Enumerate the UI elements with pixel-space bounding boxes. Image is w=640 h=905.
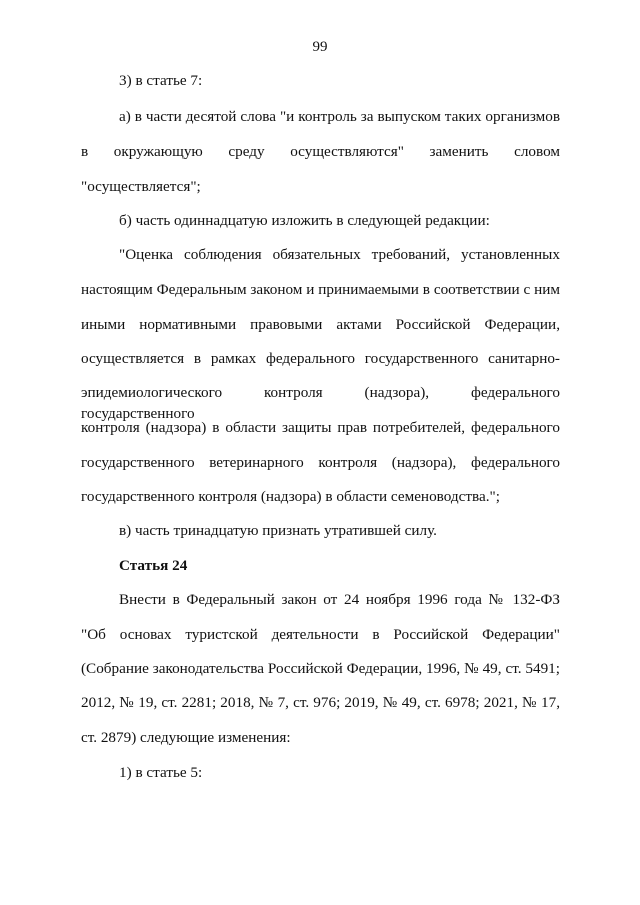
quote-line: настоящим Федеральным законом и принимаемыми в соответствии с ним xyxy=(81,281,560,298)
quote-line: государственного контроля (надзора) в области семеноводства."; xyxy=(81,488,500,505)
quote-line: эпидемиологического контроля (надзора), федерального государственного xyxy=(81,384,560,422)
page-number: 99 xyxy=(312,39,328,55)
quote-line: "Оценка соблюдения обязательных требований, установленных xyxy=(119,246,560,263)
article-heading: Статья 24 xyxy=(119,557,188,574)
article-24-line: ст. 2879) следующие изменения: xyxy=(81,729,291,746)
quote-line: контроля (надзора) в области защиты прав потребителей, федерального xyxy=(81,419,560,436)
subitem-b-line: б) часть одиннадцатую изложить в следующей редакции: xyxy=(119,212,490,229)
article-24-line: Внести в Федеральный закон от 24 ноября 1996 года № 132-ФЗ xyxy=(119,591,560,608)
subitem-a-line: а) в части десятой слова "и контроль за выпуском таких организмов xyxy=(119,108,560,125)
quote-line: иными нормативными правовыми актами Российской Федерации, xyxy=(81,316,560,333)
item-article-7: 3) в статье 7: xyxy=(119,72,203,89)
quote-line: осуществляется в рамках федерального государственного санитарно- xyxy=(81,350,560,367)
quote-line: государственного ветеринарного контроля (надзора), федерального xyxy=(81,454,560,471)
article-24-line: "Об основах туристской деятельности в Российской Федерации" xyxy=(81,626,560,643)
article-24-line: 2012, № 19, ст. 2281; 2018, № 7, ст. 976; 2019, № 49, ст. 6978; 2021, № 17, xyxy=(81,694,560,711)
subitem-a-line: "осуществляется"; xyxy=(81,178,201,195)
item-article-5: 1) в статье 5: xyxy=(119,764,203,781)
subitem-a-line: в окружающую среду осуществляются" заменить словом xyxy=(81,143,560,160)
article-24-line: (Собрание законодательства Российской Федерации, 1996, № 49, ст. 5491; xyxy=(81,660,560,677)
subitem-c-line: в) часть тринадцатую признать утратившей силу. xyxy=(119,522,437,539)
